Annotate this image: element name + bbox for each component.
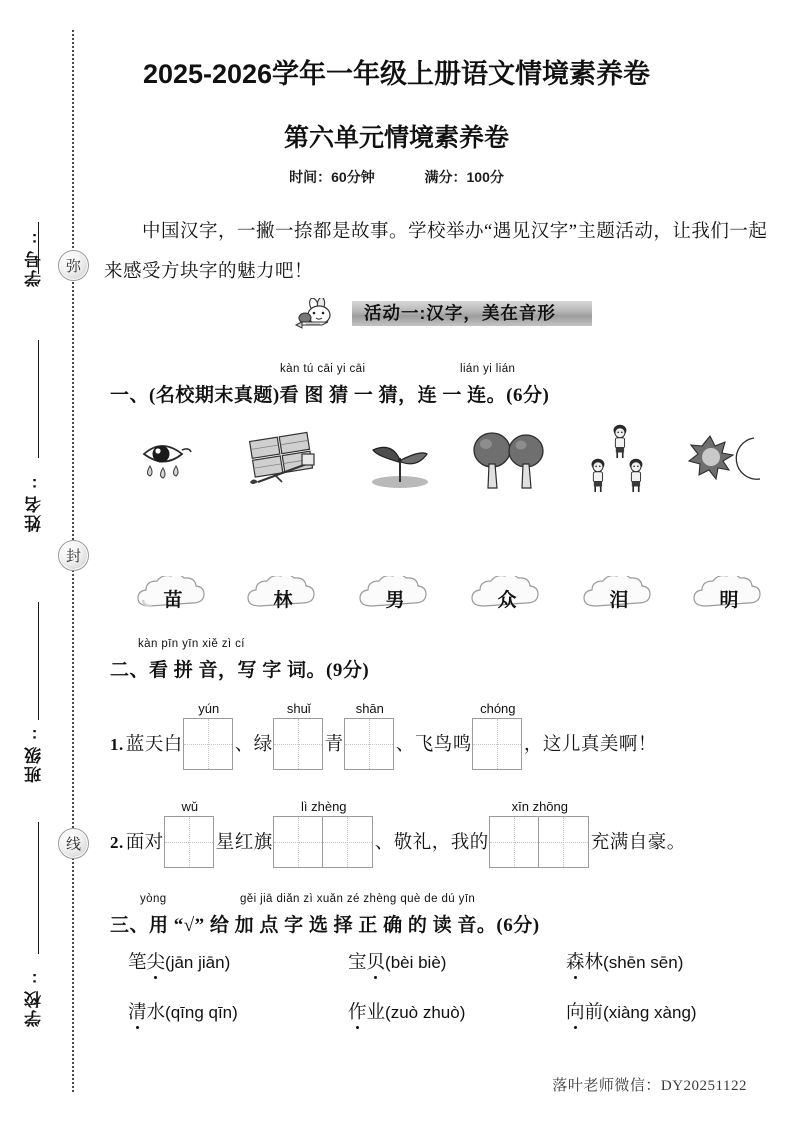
grid-box-yun[interactable]: [183, 700, 235, 774]
choice-item-bijian[interactable]: [128, 948, 230, 974]
grid-box-shui[interactable]: [273, 700, 325, 774]
choice-word-post: 业: [366, 1003, 386, 1023]
grid-pinyin: wǔ: [181, 799, 199, 814]
choice-item-qingshui[interactable]: [128, 998, 238, 1024]
choice-row-2: [118, 998, 780, 1038]
margin-label-class: 班级:: [25, 724, 44, 783]
fill-row-2-number: 2.: [110, 833, 124, 852]
grid-pinyin: yún: [198, 701, 220, 716]
grid-box-chong[interactable]: [472, 700, 524, 774]
exam-time: 时间：60分钟: [289, 169, 375, 185]
question-1-heading: [110, 363, 550, 407]
grid-pinyin: chóng: [480, 701, 516, 716]
margin-rule-4: [38, 822, 39, 954]
cloud-word-3[interactable]: [352, 576, 438, 618]
choice-word-dotted: 作: [348, 998, 367, 1024]
choice-options[interactable]: (jān jiān): [165, 953, 231, 972]
tianzige[interactable]: [344, 718, 394, 770]
fill-row-1: [110, 700, 780, 774]
tianzige-cell[interactable]: [539, 816, 589, 868]
question-1-text: 一、(名校期末真题)看 图 猜 一 猜，连 一 连。(6分): [110, 385, 550, 406]
choice-word-dotted: 贝: [367, 948, 386, 974]
question-1-picture-row: [120, 424, 780, 498]
question-2-heading: [110, 638, 370, 682]
choice-item-zuoye[interactable]: [348, 998, 465, 1024]
margin-label-name: 姓名:: [25, 473, 44, 532]
page-subtitle: 第六单元情境素养卷: [283, 124, 509, 152]
choice-word-dotted: 尖: [147, 948, 166, 974]
tianzige[interactable]: [273, 816, 373, 868]
fill-row-2-text-d: 充满自豪。: [590, 833, 686, 853]
question-3-heading: [110, 893, 540, 937]
grid-pinyin: lì zhèng: [301, 799, 347, 814]
cloud-word-label: 男: [385, 590, 405, 611]
choice-options[interactable]: (zuò zhuò): [385, 1003, 466, 1022]
choice-options[interactable]: (shēn sēn): [603, 953, 684, 972]
grid-pinyin: shān: [355, 701, 384, 716]
grid-box-shan[interactable]: [344, 700, 396, 774]
cloud-word-4[interactable]: [464, 576, 550, 618]
choice-word-dotted: 清: [128, 998, 147, 1024]
exam-score: 满分：100分: [424, 169, 504, 185]
crying-eye-picture: [126, 424, 222, 498]
margin-rule-3: [38, 602, 39, 720]
cloud-word-label: 众: [497, 590, 517, 611]
two-trees-picture: [460, 424, 556, 498]
tianzige[interactable]: [183, 718, 233, 770]
choice-item-baobei[interactable]: [348, 948, 446, 974]
grid-box-xinzhong[interactable]: [489, 798, 591, 872]
grid-box-lizheng[interactable]: [273, 798, 375, 872]
margin-label-student-id: 学号:: [25, 228, 44, 287]
margin-label-school: 学校:: [25, 968, 44, 1027]
seal-badge-xian: 线: [58, 828, 89, 859]
sprout-picture: [352, 424, 448, 498]
exam-info: [0, 167, 793, 187]
footer-watermark: 落叶老师微信：DY20251122: [552, 1078, 747, 1094]
question-3-pinyin-a: yòng: [140, 893, 167, 905]
question-2-pinyin: kàn pīn yīn xiě zì cí: [138, 638, 245, 650]
fill-row-1-text-c: 青: [324, 735, 344, 755]
choice-word-post: 林: [584, 953, 604, 973]
rabbit-reading-icon: [292, 298, 354, 330]
tianzige-cell[interactable]: [344, 718, 394, 770]
choice-item-xiangqian[interactable]: [566, 998, 697, 1024]
cloud-word-label: 泪: [609, 590, 629, 611]
fill-row-1-text-b: 、绿: [234, 735, 273, 755]
fill-row-1-text-d: 、飞鸟鸣: [395, 735, 472, 755]
cloud-word-2[interactable]: [240, 576, 326, 618]
fill-row-1-number: 1.: [110, 735, 124, 754]
choice-word-dotted: 森: [566, 948, 585, 974]
tianzige-cell[interactable]: [164, 816, 214, 868]
tianzige[interactable]: [164, 816, 214, 868]
choice-word-post: 前: [584, 1003, 604, 1023]
sun-moon-picture: [680, 424, 776, 498]
tianzige-cell[interactable]: [489, 816, 539, 868]
fill-row-2-text-c: 、敬礼，我的: [374, 833, 489, 853]
tianzige[interactable]: [472, 718, 522, 770]
cloud-word-1[interactable]: [130, 576, 216, 618]
page-title: 2025-2026学年一年级上册语文情境素养卷: [142, 59, 651, 89]
activity-banner-label: 活动一:汉字，美在音形: [364, 303, 556, 323]
fill-row-2: [110, 798, 780, 872]
fill-row-2-text-a: 面对: [125, 833, 164, 853]
intro-paragraph: 中国汉字，一撇一捺都是故事。学校举办“遇见汉字”主题活动，让我们一起来感受方块字的魅力吧！: [104, 222, 768, 282]
tianzige-cell[interactable]: [323, 816, 373, 868]
question-3-choices: [118, 948, 780, 1038]
three-people-picture: [572, 424, 668, 498]
choice-item-senlin[interactable]: [566, 948, 683, 974]
question-1-pinyin-b: lián yi lián: [460, 363, 516, 375]
tianzige-cell[interactable]: [472, 718, 522, 770]
tianzige-cell[interactable]: [183, 718, 233, 770]
cloud-word-label: 明: [719, 590, 739, 611]
grid-pinyin: xīn zhōng: [511, 799, 568, 814]
question-1-cloud-row: [120, 576, 780, 620]
choice-word-dotted: 向: [566, 998, 585, 1024]
activity-banner: [292, 298, 592, 328]
choice-word-pre: 宝: [348, 953, 367, 973]
cloud-word-5[interactable]: [576, 576, 662, 618]
grid-box-wu[interactable]: [164, 798, 216, 872]
tianzige[interactable]: [273, 718, 323, 770]
choice-options[interactable]: (xiàng xàng): [603, 1003, 697, 1022]
tianzige[interactable]: [489, 816, 589, 868]
question-1-pinyin-a: kàn tú cāi yi cāi: [280, 363, 366, 375]
cloud-word-label: 苗: [163, 590, 183, 611]
grid-pinyin: shuǐ: [286, 701, 311, 716]
seal-badge-feng: 封: [58, 540, 89, 571]
choice-word-pre: 笔: [128, 953, 147, 973]
question-3-text: 三、用 “√” 给 加 点 字 选 择 正 确 的 读 音。(6分): [110, 915, 540, 936]
cloud-word-label: 林: [273, 590, 293, 611]
tianzige-cell[interactable]: [273, 816, 323, 868]
fill-row-1-text-a: 蓝天白: [125, 735, 183, 755]
choice-row-1: [118, 948, 780, 988]
choice-word-post: 水: [146, 1003, 166, 1023]
question-3-pinyin-b: gěi jiā diǎn zì xuǎn zé zhèng què de dú yīn: [240, 893, 476, 905]
fill-row-1-text-e: ，这儿真美啊！: [523, 735, 657, 755]
tianzige-cell[interactable]: [273, 718, 323, 770]
fill-row-2-text-b: 星红旗: [215, 833, 273, 853]
cloud-word-6[interactable]: [686, 576, 772, 618]
field-farm-picture: [238, 424, 334, 498]
choice-options[interactable]: (qīng qīn): [165, 1003, 238, 1022]
margin-rule-2: [38, 340, 39, 458]
question-2-text: 二、看 拼 音，写 字 词。(9分): [110, 660, 370, 681]
choice-options[interactable]: (bèi biè): [385, 953, 447, 972]
seal-badge-mi: 弥: [58, 250, 89, 281]
